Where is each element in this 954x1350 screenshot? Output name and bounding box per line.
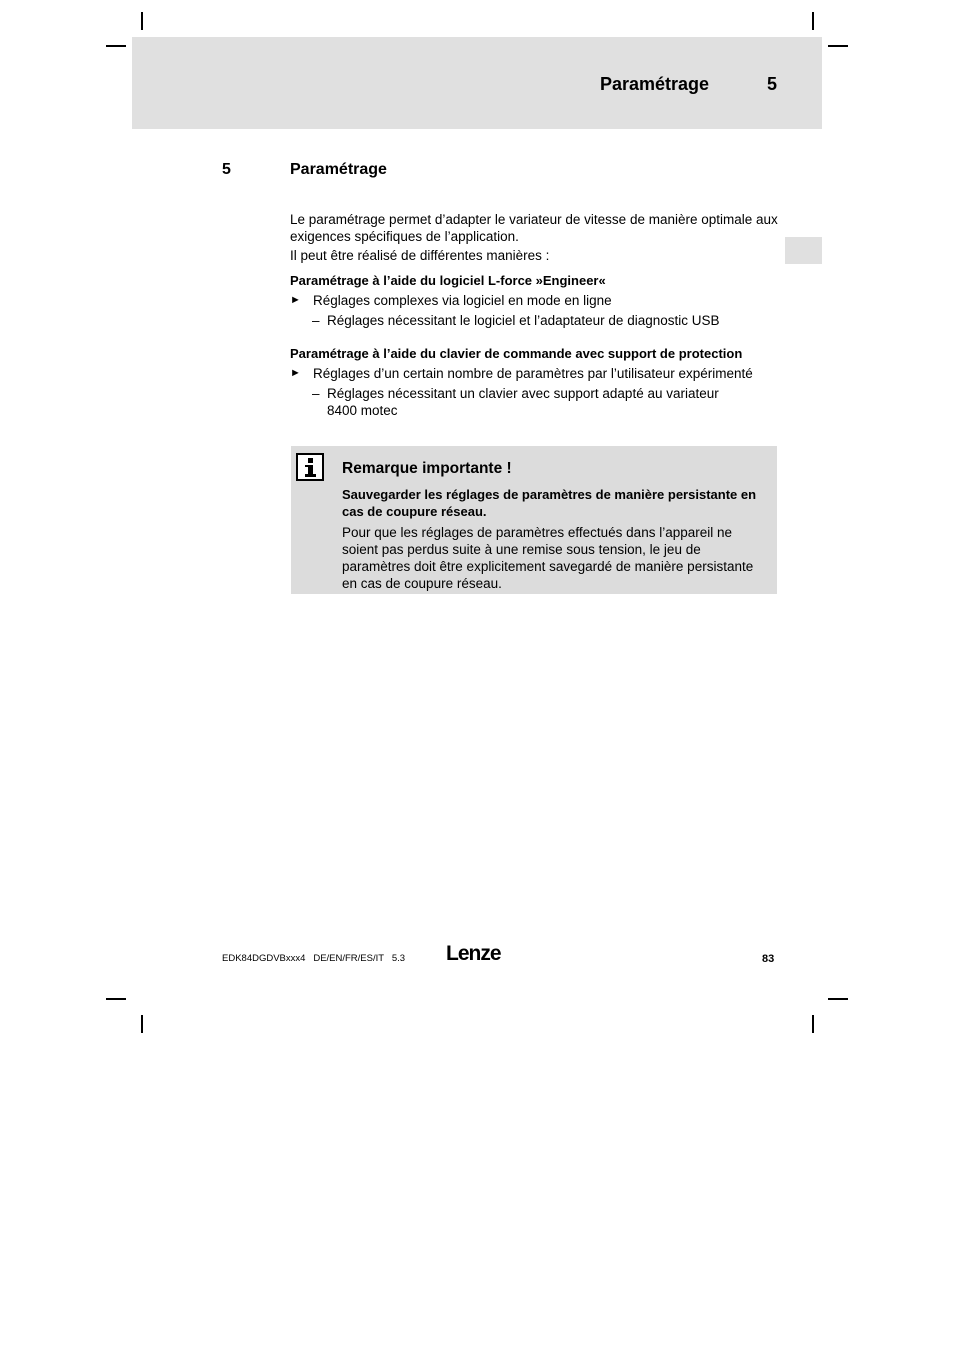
note-title: Remarque importante ! [342, 460, 512, 477]
note-bold-text: Sauvegarder les réglages de paramètres de manière persistante en cas de coupure réseau. [342, 487, 757, 519]
header-band [132, 37, 822, 129]
method1-bullet-text: Réglages complexes via logiciel en mode en ligne [313, 293, 612, 308]
method2-bullet [290, 365, 780, 382]
dash-bullet-icon: – [312, 313, 320, 328]
crop-mark [812, 1015, 814, 1033]
intro-paragraph-2: Il peut être réalisé de différentes manières : [290, 248, 550, 263]
section-number: 5 [222, 161, 231, 178]
page-number: 83 [762, 953, 775, 965]
important-note-box [291, 446, 777, 594]
method1-dash-text: Réglages nécessitant le logiciel et l’adaptateur de diagnostic USB [327, 313, 720, 328]
crop-mark [141, 12, 143, 30]
method1-title: Paramétrage à l’aide du logiciel L-force »Engineer« [290, 273, 606, 288]
lenze-logo: Lenze [446, 942, 501, 965]
info-icon [296, 453, 324, 481]
header-title: Paramétrage [600, 74, 710, 94]
section-title: Paramétrage [290, 161, 387, 178]
section-body [290, 211, 780, 419]
crop-mark [141, 1015, 143, 1033]
note-text: Pour que les réglages de paramètres effectués dans l’appareil ne soient pas perdus suite à une remise sous tension, le jeu de paramètres doit être explicitement savegardé de manière persistante en cas de coupure réseau. [342, 525, 754, 591]
arrow-bullet-icon: ► [290, 294, 301, 306]
chapter-side-tab [785, 237, 822, 264]
method2-dash-text: Réglages nécessitant un clavier avec support adapté au variateur 8400 motec [327, 386, 719, 418]
crop-mark [106, 998, 126, 1000]
method2-dash-item [290, 385, 727, 419]
dash-bullet-icon: – [312, 386, 320, 401]
method2-title: Paramétrage à l’aide du clavier de commande avec support de protection [290, 346, 743, 361]
footer-document-id: EDK84DGDVBxxx4 DE/EN/FR/ES/IT 5.3 [222, 953, 406, 964]
crop-mark [106, 45, 126, 47]
intro-paragraph: Le paramétrage permet d’adapter le variateur de vitesse de manière optimale aux exigences spécifiques de l’application. [290, 212, 778, 244]
method1-bullet [290, 292, 780, 309]
method2-bullet-text: Réglages d’un certain nombre de paramètres par l’utilisateur expérimenté [313, 366, 753, 381]
crop-mark [828, 45, 848, 47]
header-chapter-number: 5 [767, 74, 778, 94]
crop-mark [812, 12, 814, 30]
method1-dash-item [290, 312, 780, 329]
crop-mark [828, 998, 848, 1000]
arrow-bullet-icon: ► [290, 367, 301, 379]
